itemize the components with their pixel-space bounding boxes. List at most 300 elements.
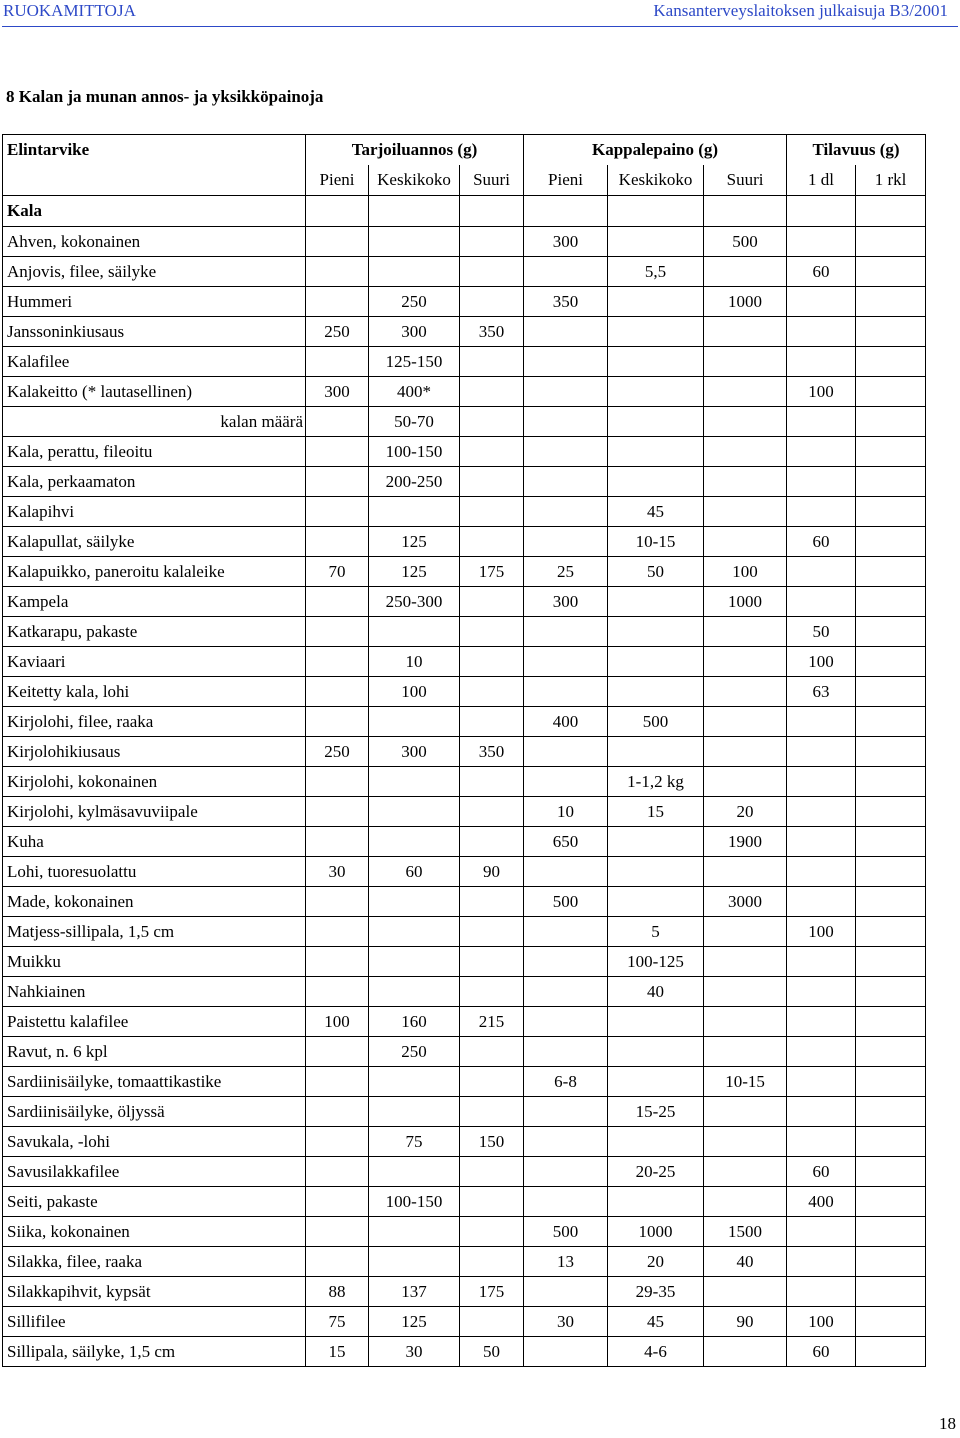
value-cell <box>524 527 608 557</box>
value-cell <box>460 1217 524 1247</box>
value-cell <box>787 467 856 497</box>
value-cell: 5 <box>608 917 704 947</box>
food-name: Kirjolohi, kokonainen <box>3 767 306 797</box>
value-cell <box>524 467 608 497</box>
value-cell <box>704 1127 787 1157</box>
value-cell <box>460 257 524 287</box>
table-row <box>3 767 926 797</box>
value-cell <box>787 1037 856 1067</box>
value-cell <box>306 467 369 497</box>
value-cell <box>856 377 926 407</box>
value-cell <box>306 917 369 947</box>
value-cell <box>608 1127 704 1157</box>
value-cell <box>369 1157 460 1187</box>
value-cell <box>524 857 608 887</box>
value-cell <box>704 857 787 887</box>
value-cell <box>460 767 524 797</box>
value-cell <box>306 407 369 437</box>
value-cell: 125-150 <box>369 347 460 377</box>
table-row <box>3 557 926 587</box>
value-cell <box>856 557 926 587</box>
subheader-row <box>3 165 926 196</box>
value-cell <box>306 617 369 647</box>
value-cell <box>856 917 926 947</box>
value-cell: 250 <box>369 287 460 317</box>
value-cell <box>704 1277 787 1307</box>
value-cell <box>608 1037 704 1067</box>
value-cell: 50 <box>608 557 704 587</box>
food-name: Kalapullat, säilyke <box>3 527 306 557</box>
table-row <box>3 707 926 737</box>
value-cell <box>704 767 787 797</box>
value-cell <box>306 767 369 797</box>
value-cell <box>608 647 704 677</box>
value-cell <box>704 947 787 977</box>
value-cell <box>704 437 787 467</box>
value-cell <box>704 647 787 677</box>
value-cell <box>704 1187 787 1217</box>
value-cell <box>306 587 369 617</box>
food-name: Kalakeitto (* lautasellinen) <box>3 377 306 407</box>
value-cell <box>856 347 926 377</box>
value-cell <box>524 917 608 947</box>
table-row <box>3 1127 926 1157</box>
value-cell <box>787 1277 856 1307</box>
value-cell <box>524 377 608 407</box>
value-cell <box>856 1187 926 1217</box>
value-cell <box>306 797 369 827</box>
value-cell <box>306 827 369 857</box>
table-row <box>3 617 926 647</box>
value-cell: 88 <box>306 1277 369 1307</box>
value-cell <box>306 287 369 317</box>
value-cell <box>787 977 856 1007</box>
value-cell: 350 <box>460 737 524 767</box>
value-cell <box>856 1097 926 1127</box>
value-cell <box>704 1337 787 1367</box>
value-cell <box>608 617 704 647</box>
table-row <box>3 737 926 767</box>
value-cell <box>460 1187 524 1217</box>
subheader-empty <box>3 165 306 196</box>
value-cell <box>787 887 856 917</box>
food-name: Kalafilee <box>3 347 306 377</box>
value-cell: 300 <box>524 587 608 617</box>
value-cell <box>369 1247 460 1277</box>
food-name: Muikku <box>3 947 306 977</box>
value-cell <box>856 227 926 257</box>
value-cell <box>608 317 704 347</box>
food-name: Matjess-sillipala, 1,5 cm <box>3 917 306 947</box>
food-name: Savukala, -lohi <box>3 1127 306 1157</box>
value-cell <box>787 1127 856 1157</box>
food-name: Kalapihvi <box>3 497 306 527</box>
value-cell <box>460 587 524 617</box>
value-cell <box>608 587 704 617</box>
food-name: Hummeri <box>3 287 306 317</box>
value-cell <box>608 377 704 407</box>
food-name: Made, kokonainen <box>3 887 306 917</box>
value-cell: 175 <box>460 1277 524 1307</box>
value-cell <box>856 737 926 767</box>
value-cell <box>787 287 856 317</box>
value-cell <box>856 887 926 917</box>
value-cell: 300 <box>524 227 608 257</box>
value-cell <box>306 257 369 287</box>
value-cell <box>608 737 704 767</box>
value-cell: 160 <box>369 1007 460 1037</box>
value-cell <box>856 257 926 287</box>
subheader-cell: Pieni <box>524 165 608 196</box>
value-cell: 125 <box>369 557 460 587</box>
food-name: Sillifilee <box>3 1307 306 1337</box>
value-cell <box>524 617 608 647</box>
value-cell: 13 <box>524 1247 608 1277</box>
value-cell <box>856 647 926 677</box>
value-cell <box>524 677 608 707</box>
food-name: Kaviaari <box>3 647 306 677</box>
subheader-cell: Keskikoko <box>608 165 704 196</box>
value-cell <box>704 737 787 767</box>
value-cell: 300 <box>306 377 369 407</box>
value-cell <box>524 1127 608 1157</box>
value-cell <box>856 407 926 437</box>
value-cell <box>856 857 926 887</box>
value-cell: 125 <box>369 1307 460 1337</box>
value-cell: 100 <box>787 647 856 677</box>
food-name: Kala, perattu, fileoitu <box>3 437 306 467</box>
value-cell <box>524 1097 608 1127</box>
value-cell: 20 <box>608 1247 704 1277</box>
value-cell <box>524 497 608 527</box>
value-cell <box>306 1217 369 1247</box>
value-cell: 20 <box>704 797 787 827</box>
food-name: Anjovis, filee, säilyke <box>3 257 306 287</box>
table-row <box>3 1307 926 1337</box>
value-cell <box>524 647 608 677</box>
value-cell <box>369 707 460 737</box>
value-cell: 300 <box>369 737 460 767</box>
value-cell <box>856 437 926 467</box>
value-cell <box>787 947 856 977</box>
food-name: Lohi, tuoresuolattu <box>3 857 306 887</box>
table-row <box>3 287 926 317</box>
food-name: Sardiinisäilyke, öljyssä <box>3 1097 306 1127</box>
food-name: Kirjolohi, filee, raaka <box>3 707 306 737</box>
value-cell: 1-1,2 kg <box>608 767 704 797</box>
header-rule <box>2 26 958 27</box>
table-row <box>3 647 926 677</box>
value-cell <box>856 797 926 827</box>
value-cell <box>787 497 856 527</box>
value-cell <box>306 647 369 677</box>
value-cell <box>787 407 856 437</box>
value-cell <box>524 407 608 437</box>
value-cell: 100 <box>704 557 787 587</box>
value-cell <box>856 1217 926 1247</box>
value-cell: 100 <box>787 1307 856 1337</box>
value-cell <box>608 887 704 917</box>
value-cell <box>369 1097 460 1127</box>
section-label: Kala <box>3 196 306 227</box>
value-cell <box>460 1247 524 1277</box>
table-row <box>3 677 926 707</box>
value-cell <box>369 977 460 1007</box>
running-header-left: RUOKAMITTOJA <box>3 1 136 20</box>
value-cell <box>524 317 608 347</box>
value-cell <box>369 257 460 287</box>
table-row <box>3 587 926 617</box>
table-row <box>3 1247 926 1277</box>
value-cell <box>787 1097 856 1127</box>
value-cell <box>856 617 926 647</box>
value-cell <box>306 1127 369 1157</box>
value-cell: 15 <box>608 797 704 827</box>
value-cell <box>369 227 460 257</box>
food-name: Silakkapihvit, kypsät <box>3 1277 306 1307</box>
value-cell: 200-250 <box>369 467 460 497</box>
value-cell <box>460 1157 524 1187</box>
value-cell <box>704 497 787 527</box>
value-cell: 29-35 <box>608 1277 704 1307</box>
table-row <box>3 977 926 1007</box>
value-cell <box>460 977 524 1007</box>
value-cell <box>306 527 369 557</box>
value-cell: 60 <box>369 857 460 887</box>
page-number: 18 <box>939 1414 956 1433</box>
value-cell: 100-150 <box>369 437 460 467</box>
value-cell: 100 <box>306 1007 369 1037</box>
value-cell <box>787 827 856 857</box>
value-cell <box>369 497 460 527</box>
value-cell <box>460 227 524 257</box>
value-cell <box>787 1247 856 1277</box>
value-cell <box>856 1037 926 1067</box>
food-name: Kala, perkaamaton <box>3 467 306 497</box>
value-cell <box>704 467 787 497</box>
value-cell <box>306 1067 369 1097</box>
table-row <box>3 467 926 497</box>
value-cell <box>460 677 524 707</box>
value-cell: 100-125 <box>608 947 704 977</box>
food-name: Ravut, n. 6 kpl <box>3 1037 306 1067</box>
value-cell <box>856 677 926 707</box>
group-header-piece: Kappalepaino (g) <box>524 135 787 166</box>
value-cell: 1000 <box>608 1217 704 1247</box>
value-cell <box>460 377 524 407</box>
value-cell <box>608 437 704 467</box>
value-cell <box>856 1277 926 1307</box>
value-cell <box>460 467 524 497</box>
value-cell: 1500 <box>704 1217 787 1247</box>
value-cell <box>524 347 608 377</box>
value-cell <box>369 767 460 797</box>
value-cell <box>369 1067 460 1097</box>
value-cell <box>787 767 856 797</box>
subheader-cell: 1 rkl <box>856 165 926 196</box>
table-row <box>3 227 926 257</box>
value-cell <box>306 977 369 1007</box>
value-cell: 90 <box>704 1307 787 1337</box>
value-cell <box>704 1007 787 1037</box>
food-name: Kirjolohi, kylmäsavuviipale <box>3 797 306 827</box>
value-cell <box>856 977 926 1007</box>
table-row <box>3 1037 926 1067</box>
value-cell <box>787 557 856 587</box>
group-header-serving: Tarjoiluannos (g) <box>306 135 524 166</box>
value-cell <box>524 977 608 1007</box>
value-cell: 45 <box>608 1307 704 1337</box>
value-cell <box>704 917 787 947</box>
value-cell: 70 <box>306 557 369 587</box>
value-cell <box>704 707 787 737</box>
value-cell: 137 <box>369 1277 460 1307</box>
value-cell: 250 <box>369 1037 460 1067</box>
food-name: Sillipala, säilyke, 1,5 cm <box>3 1337 306 1367</box>
value-cell <box>608 827 704 857</box>
table-row <box>3 797 926 827</box>
value-cell: 30 <box>369 1337 460 1367</box>
value-cell <box>524 1187 608 1217</box>
table-row <box>3 527 926 557</box>
value-cell <box>460 917 524 947</box>
group-header-volume: Tilavuus (g) <box>787 135 926 166</box>
table-row <box>3 1067 926 1097</box>
value-cell: 75 <box>306 1307 369 1337</box>
value-cell <box>787 587 856 617</box>
value-cell <box>306 887 369 917</box>
value-cell: 350 <box>524 287 608 317</box>
table-row <box>3 1337 926 1367</box>
weights-table <box>2 134 926 1367</box>
table-row <box>3 377 926 407</box>
food-name: Kampela <box>3 587 306 617</box>
running-header-right: Kansanterveyslaitoksen julkaisuja B3/2001 <box>653 1 948 20</box>
value-cell <box>856 1247 926 1277</box>
value-cell: 350 <box>460 317 524 347</box>
value-cell: 40 <box>608 977 704 1007</box>
value-cell <box>306 347 369 377</box>
value-cell <box>460 347 524 377</box>
value-cell: 1000 <box>704 287 787 317</box>
value-cell: 10 <box>524 797 608 827</box>
table-row <box>3 1187 926 1217</box>
value-cell <box>524 1007 608 1037</box>
value-cell <box>787 347 856 377</box>
value-cell: 400 <box>787 1187 856 1217</box>
food-name: Silakka, filee, raaka <box>3 1247 306 1277</box>
value-cell <box>306 1247 369 1277</box>
value-cell: 50 <box>787 617 856 647</box>
value-cell <box>704 677 787 707</box>
value-cell: 15-25 <box>608 1097 704 1127</box>
value-cell <box>369 887 460 917</box>
value-cell <box>524 947 608 977</box>
value-cell: 30 <box>306 857 369 887</box>
table-row <box>3 1277 926 1307</box>
value-cell <box>460 947 524 977</box>
food-name: Keitetty kala, lohi <box>3 677 306 707</box>
value-cell <box>460 707 524 737</box>
value-cell <box>704 257 787 287</box>
value-cell: 30 <box>524 1307 608 1337</box>
col-header-food: Elintarvike <box>3 135 306 166</box>
value-cell: 250 <box>306 317 369 347</box>
food-name: Ahven, kokonainen <box>3 227 306 257</box>
value-cell <box>704 527 787 557</box>
value-cell: 63 <box>787 677 856 707</box>
value-cell <box>306 677 369 707</box>
value-cell <box>306 947 369 977</box>
value-cell: 45 <box>608 497 704 527</box>
value-cell <box>787 857 856 887</box>
value-cell <box>787 1217 856 1247</box>
value-cell <box>306 227 369 257</box>
value-cell: 500 <box>608 707 704 737</box>
value-cell: 15 <box>306 1337 369 1367</box>
value-cell: 60 <box>787 527 856 557</box>
table-row <box>3 947 926 977</box>
value-cell: 10-15 <box>608 527 704 557</box>
value-cell <box>460 1037 524 1067</box>
value-cell <box>524 767 608 797</box>
value-cell <box>306 707 369 737</box>
value-cell: 60 <box>787 257 856 287</box>
value-cell <box>787 317 856 347</box>
value-cell <box>787 1007 856 1037</box>
value-cell <box>787 707 856 737</box>
value-cell <box>460 887 524 917</box>
value-cell: 50-70 <box>369 407 460 437</box>
value-cell: 250 <box>306 737 369 767</box>
running-header <box>0 0 960 28</box>
value-cell <box>856 947 926 977</box>
table-row <box>3 887 926 917</box>
value-cell <box>369 617 460 647</box>
value-cell <box>524 737 608 767</box>
value-cell <box>460 527 524 557</box>
subheader-cell: Suuri <box>704 165 787 196</box>
value-cell <box>787 737 856 767</box>
value-cell: 60 <box>787 1157 856 1187</box>
food-name: Nahkiainen <box>3 977 306 1007</box>
table-row <box>3 257 926 287</box>
value-cell <box>787 437 856 467</box>
value-cell <box>787 1067 856 1097</box>
value-cell <box>608 407 704 437</box>
value-cell <box>369 827 460 857</box>
value-cell: 500 <box>704 227 787 257</box>
value-cell: 250-300 <box>369 587 460 617</box>
value-cell <box>704 1037 787 1067</box>
value-cell <box>460 407 524 437</box>
value-cell: 4-6 <box>608 1337 704 1367</box>
value-cell <box>787 227 856 257</box>
value-cell: 100 <box>369 677 460 707</box>
value-cell <box>704 1157 787 1187</box>
value-cell <box>524 257 608 287</box>
table-row <box>3 857 926 887</box>
value-cell: 6-8 <box>524 1067 608 1097</box>
value-cell: 300 <box>369 317 460 347</box>
value-cell <box>608 227 704 257</box>
value-cell <box>524 1277 608 1307</box>
group-header-row <box>3 135 926 166</box>
value-cell <box>306 1097 369 1127</box>
value-cell: 400* <box>369 377 460 407</box>
value-cell: 150 <box>460 1127 524 1157</box>
value-cell <box>524 1337 608 1367</box>
